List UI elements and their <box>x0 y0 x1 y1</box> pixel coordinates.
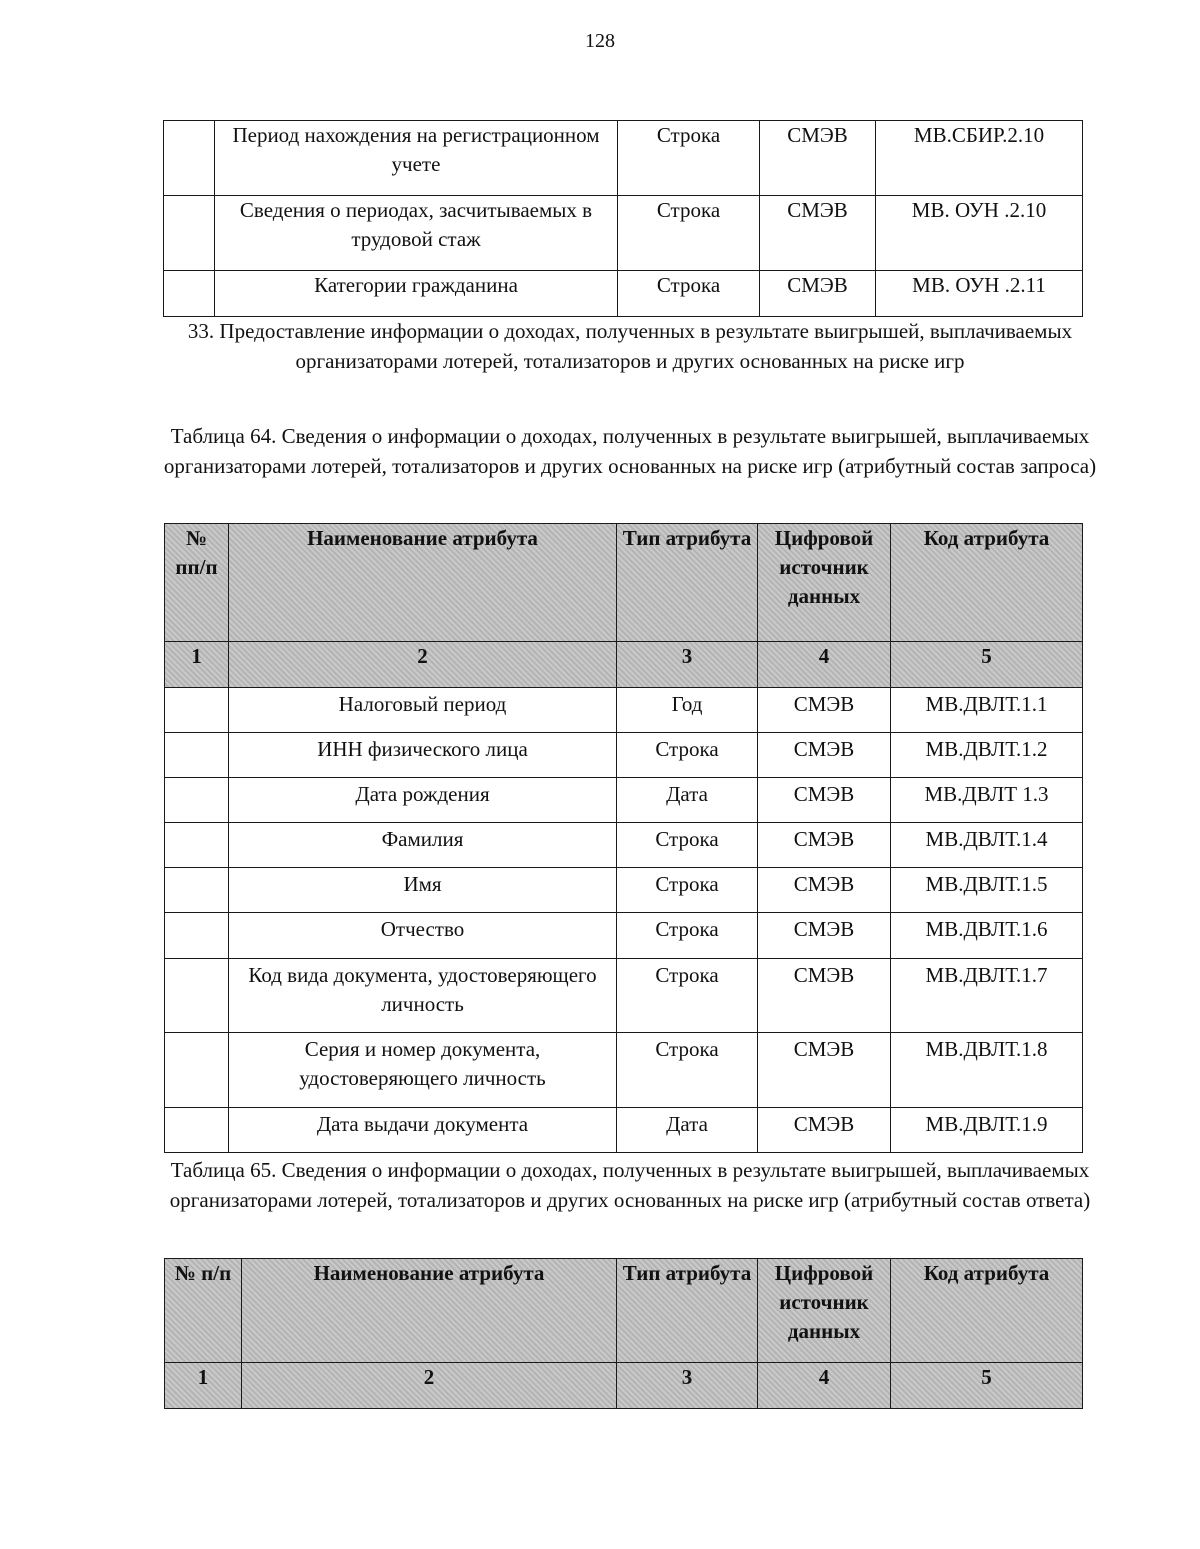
previous-table-continuation <box>163 120 1083 317</box>
column-number: 4 <box>758 1363 891 1409</box>
table-row <box>165 778 1083 823</box>
column-number: 1 <box>165 642 229 688</box>
attribute-name-cell: Налоговый период <box>229 688 617 733</box>
data-source-cell: СМЭВ <box>760 121 876 196</box>
table-row <box>165 688 1083 733</box>
attribute-code-cell: МВ.ДВЛТ.1.2 <box>891 733 1083 778</box>
table-header-row <box>165 524 1083 642</box>
page-number: 128 <box>585 30 615 52</box>
header-row-number: № п/п <box>165 1259 242 1363</box>
column-number: 5 <box>891 1363 1083 1409</box>
table-header-row <box>165 1259 1083 1363</box>
attribute-name-cell: Код вида документа, удостоверяющего личность <box>229 959 617 1033</box>
attribute-code-cell: МВ.ДВЛТ.1.6 <box>891 913 1083 959</box>
attribute-type-cell: Дата <box>617 778 758 823</box>
data-source-cell: СМЭВ <box>758 688 891 733</box>
attribute-code-cell: МВ.ДВЛТ.1.5 <box>891 868 1083 913</box>
column-number-row <box>165 1363 1083 1409</box>
attribute-type-cell: Строка <box>618 271 760 317</box>
attribute-type-cell: Строка <box>617 868 758 913</box>
row-number-cell <box>165 778 229 823</box>
data-source-cell: СМЭВ <box>760 271 876 317</box>
header-data-source: Цифровой источник данных <box>758 1259 891 1363</box>
table-64 <box>164 523 1083 1153</box>
row-number-cell <box>165 913 229 959</box>
attribute-name-cell: Отчество <box>229 913 617 959</box>
attribute-name-cell: Фамилия <box>229 823 617 868</box>
table-row <box>164 271 1083 317</box>
attribute-code-cell: МВ.ДВЛТ.1.9 <box>891 1108 1083 1153</box>
attribute-name-cell: Серия и номер документа, удостоверяющего личность <box>229 1033 617 1108</box>
attribute-type-cell: Строка <box>617 959 758 1033</box>
column-number: 2 <box>242 1363 617 1409</box>
row-number-cell <box>164 196 215 271</box>
attribute-name-cell: Имя <box>229 868 617 913</box>
header-attribute-type: Тип атрибута <box>617 524 758 642</box>
attribute-code-cell: МВ.ДВЛТ.1.7 <box>891 959 1083 1033</box>
attribute-name-cell: Период нахождения на регистрационном учете <box>215 121 618 196</box>
table-row <box>165 868 1083 913</box>
table-row <box>165 733 1083 778</box>
data-source-cell: СМЭВ <box>758 1108 891 1153</box>
data-source-cell: СМЭВ <box>758 868 891 913</box>
column-number: 3 <box>617 1363 758 1409</box>
column-number-row <box>165 642 1083 688</box>
table-row <box>165 1033 1083 1108</box>
header-data-source: Цифровой источник данных <box>758 524 891 642</box>
column-number: 5 <box>891 642 1083 688</box>
attribute-name-cell: ИНН физического лица <box>229 733 617 778</box>
table-64-caption: Таблица 64. Сведения о информации о доходах, полученных в результате выигрышей, выплачиваемых организаторами лотерей, тотализаторов и других основанных на риске игр (атрибутный состав запроса) <box>163 424 1097 478</box>
table-65-caption: Таблица 65. Сведения о информации о доходах, полученных в результате выигрышей, выплачиваемых организаторами лотерей, тотализаторов и других основанных на риске игр (атрибутный состав ответа) <box>169 1158 1091 1212</box>
header-attribute-code: Код атрибута <box>891 524 1083 642</box>
data-source-cell: СМЭВ <box>758 913 891 959</box>
data-source-cell: СМЭВ <box>758 733 891 778</box>
attribute-code-cell: МВ.ДВЛТ.1.4 <box>891 823 1083 868</box>
header-row-number: № пп/п <box>165 524 229 642</box>
table-row <box>164 196 1083 271</box>
section-heading: 33. Предоставление информации о доходах, полученных в результате выигрышей, выплачиваемых организаторами лотерей, тотализаторов и других основанных на риске игр <box>187 319 1073 373</box>
attribute-name-cell: Категории гражданина <box>215 271 618 317</box>
row-number-cell <box>164 121 215 196</box>
row-number-cell <box>165 688 229 733</box>
attribute-type-cell: Строка <box>617 733 758 778</box>
column-number: 2 <box>229 642 617 688</box>
data-source-cell: СМЭВ <box>758 1033 891 1108</box>
header-attribute-type: Тип атрибута <box>617 1259 758 1363</box>
column-number: 4 <box>758 642 891 688</box>
attribute-code-cell: МВ.ДВЛТ 1.3 <box>891 778 1083 823</box>
attribute-type-cell: Строка <box>617 1033 758 1108</box>
attribute-code-cell: МВ. ОУН .2.10 <box>876 196 1083 271</box>
attribute-name-cell: Сведения о периодах, засчитываемых в трудовой стаж <box>215 196 618 271</box>
column-number: 3 <box>617 642 758 688</box>
table-65 <box>164 1258 1083 1409</box>
table-row <box>165 959 1083 1033</box>
row-number-cell <box>165 1108 229 1153</box>
header-attribute-name: Наименование атрибута <box>242 1259 617 1363</box>
attribute-type-cell: Год <box>617 688 758 733</box>
header-attribute-code: Код атрибута <box>891 1259 1083 1363</box>
row-number-cell <box>165 959 229 1033</box>
table-row <box>165 1108 1083 1153</box>
row-number-cell <box>165 733 229 778</box>
attribute-code-cell: МВ.ДВЛТ.1.1 <box>891 688 1083 733</box>
attribute-code-cell: МВ.СБИР.2.10 <box>876 121 1083 196</box>
table-row <box>165 823 1083 868</box>
row-number-cell <box>164 271 215 317</box>
header-attribute-name: Наименование атрибута <box>229 524 617 642</box>
attribute-name-cell: Дата рождения <box>229 778 617 823</box>
attribute-type-cell: Строка <box>617 823 758 868</box>
table-row <box>164 121 1083 196</box>
data-source-cell: СМЭВ <box>758 778 891 823</box>
attribute-type-cell: Строка <box>618 121 760 196</box>
attribute-name-cell: Дата выдачи документа <box>229 1108 617 1153</box>
attribute-code-cell: МВ.ДВЛТ.1.8 <box>891 1033 1083 1108</box>
row-number-cell <box>165 868 229 913</box>
attribute-type-cell: Строка <box>618 196 760 271</box>
table-row <box>165 913 1083 959</box>
attribute-code-cell: МВ. ОУН .2.11 <box>876 271 1083 317</box>
attribute-type-cell: Дата <box>617 1108 758 1153</box>
data-source-cell: СМЭВ <box>760 196 876 271</box>
attribute-type-cell: Строка <box>617 913 758 959</box>
data-source-cell: СМЭВ <box>758 959 891 1033</box>
row-number-cell <box>165 1033 229 1108</box>
data-source-cell: СМЭВ <box>758 823 891 868</box>
row-number-cell <box>165 823 229 868</box>
column-number: 1 <box>165 1363 242 1409</box>
